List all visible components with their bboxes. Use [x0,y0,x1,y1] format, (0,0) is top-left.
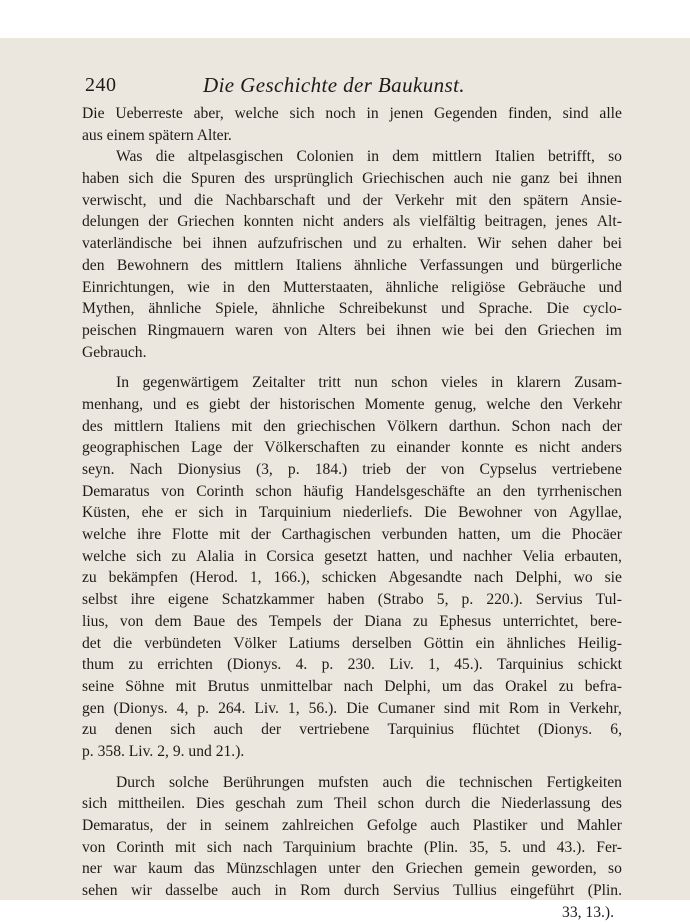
text-line: gen (Dionys. 4, p. 264. Liv. 1, 56.). Die Cumaner sind mit Rom in Verkehr, [82,699,622,717]
text-line: seine Söhne mit Brutus unmittelbar nach Delphi, um das Orakel zu befra- [82,677,622,695]
text-line: geographischen Lage der Völkerschaften zu einander konnte es nicht anders [82,439,622,457]
text-line: 33, 13.). [562,903,614,921]
text-line: verwischt, und die Nachbarschaft und der Verkehr mit den spätern Ansie- [82,191,622,209]
text-line: des mittlern Italiens mit den griechischen Völkern darthun. Schon nach der [82,417,622,435]
text-line: zu denen sich auch der vertriebene Tarquinius flüchtet (Dionys. 6, [82,721,622,739]
text-line: Die Ueberreste aber, welche sich noch in jenen Gegenden finden, sind alle [82,105,622,122]
text-line: zu bekämpfen (Herod. 1, 166.), schicken Abgesandte nach Delphi, wo sie [82,569,622,587]
page-header [85,74,625,104]
text-line: Demaratus, der in seinem zahlreichen Gefolge auch Plastiker und Mahler [82,817,622,834]
text-line: ner war kaum das Münzschlagen unter den Griechen gemein geworden, so [82,860,622,878]
text-line: selbst ihre eigene Schatzkammer haben (Strabo 5, p. 220.). Servius Tul- [82,591,622,609]
text-line: welche sich zu Alalia in Corsica gesetzt hatten, und nachher Velia erbauten, [82,547,622,565]
text-line: vaterländische bei ihnen aufzufrischen und zu erhalten. Wir sehen daher bei [82,235,622,253]
text-line: haben sich die Spuren des ursprünglich Griechischen auch nie ganz bei ihnen [82,170,622,188]
text-line: menhang, und es giebt der historischen Momente genug, welche den Verkehr [82,395,622,413]
body-text [82,103,622,923]
text-line: aus einem spätern Alter. [82,126,232,144]
text-line: Mythen, ähnliche Spiele, ähnliche Schreibekunst und Sprache. Die cyclo- [82,300,622,318]
text-line: von Corinth mit sich nach Tarquinium brachte (Plin. 35, 5. und 43.). Fer- [82,838,622,856]
text-line: Demaratus von Corinth schon häufig Handelsgeschäfte an den tyrrhenischen [82,482,622,500]
text-line: sehen wir dasselbe auch in Rom durch Servius Tullius eingeführt (Plin. [82,882,622,900]
text-line: lius, von dem Baue des Tempels der Diana zu Ephesus unterrichtet, bere- [82,612,622,630]
text-line: Küsten, ehe er sich in Tarquinium niederliefs. Die Bewohner von Agyllae, [82,504,622,522]
text-line: Gebrauch. [82,343,147,361]
text-line: p. 358. Liv. 2, 9. und 21.). [82,742,245,760]
running-title: Die Geschichte der Baukunst. [203,73,465,97]
text-line: sich mittheilen. Dies geschah zum Theil schon durch die Niederlassung des [82,795,622,813]
text-line: seyn. Nach Dionysius (3, p. 184.) trieb der von Cypselus vertriebene [82,461,622,478]
text-line: det die verbündeten Völker Latiums derselben Göttin ein ähnliches Heilig- [82,634,622,652]
text-line: thum zu errichten (Dionys. 4. p. 230. Liv. 1, 45.). Tarquinius schickt [82,656,622,674]
text-line: Was die altpelasgischen Colonien in dem mittlern Italien betrifft, so [116,148,622,166]
text-line: delungen der Griechen konnten nicht anders als vielfältig beitragen, jenes Alt- [82,213,622,231]
text-line: Einrichtungen, wie in den Mutterstaaten, ähnliche religiöse Gebräuche und [82,278,622,296]
text-line: In gegenwärtigem Zeitalter tritt nun schon vieles in klarern Zusam- [116,374,622,392]
text-line: peischen Ringmauern waren von Alters bei ihnen wie bei den Griechen im [82,321,622,339]
page-number: 240 [85,74,117,96]
text-line: welche ihre Flotte mit der Carthagischen verbunden hatten, um die Phocäer [82,526,622,544]
text-line: den Bewohnern des mittlern Italiens ähnliche Verfassungen und bürgerliche [82,256,622,274]
text-line: Durch solche Berührungen mufsten auch die technischen Fertigkeiten [116,773,622,791]
